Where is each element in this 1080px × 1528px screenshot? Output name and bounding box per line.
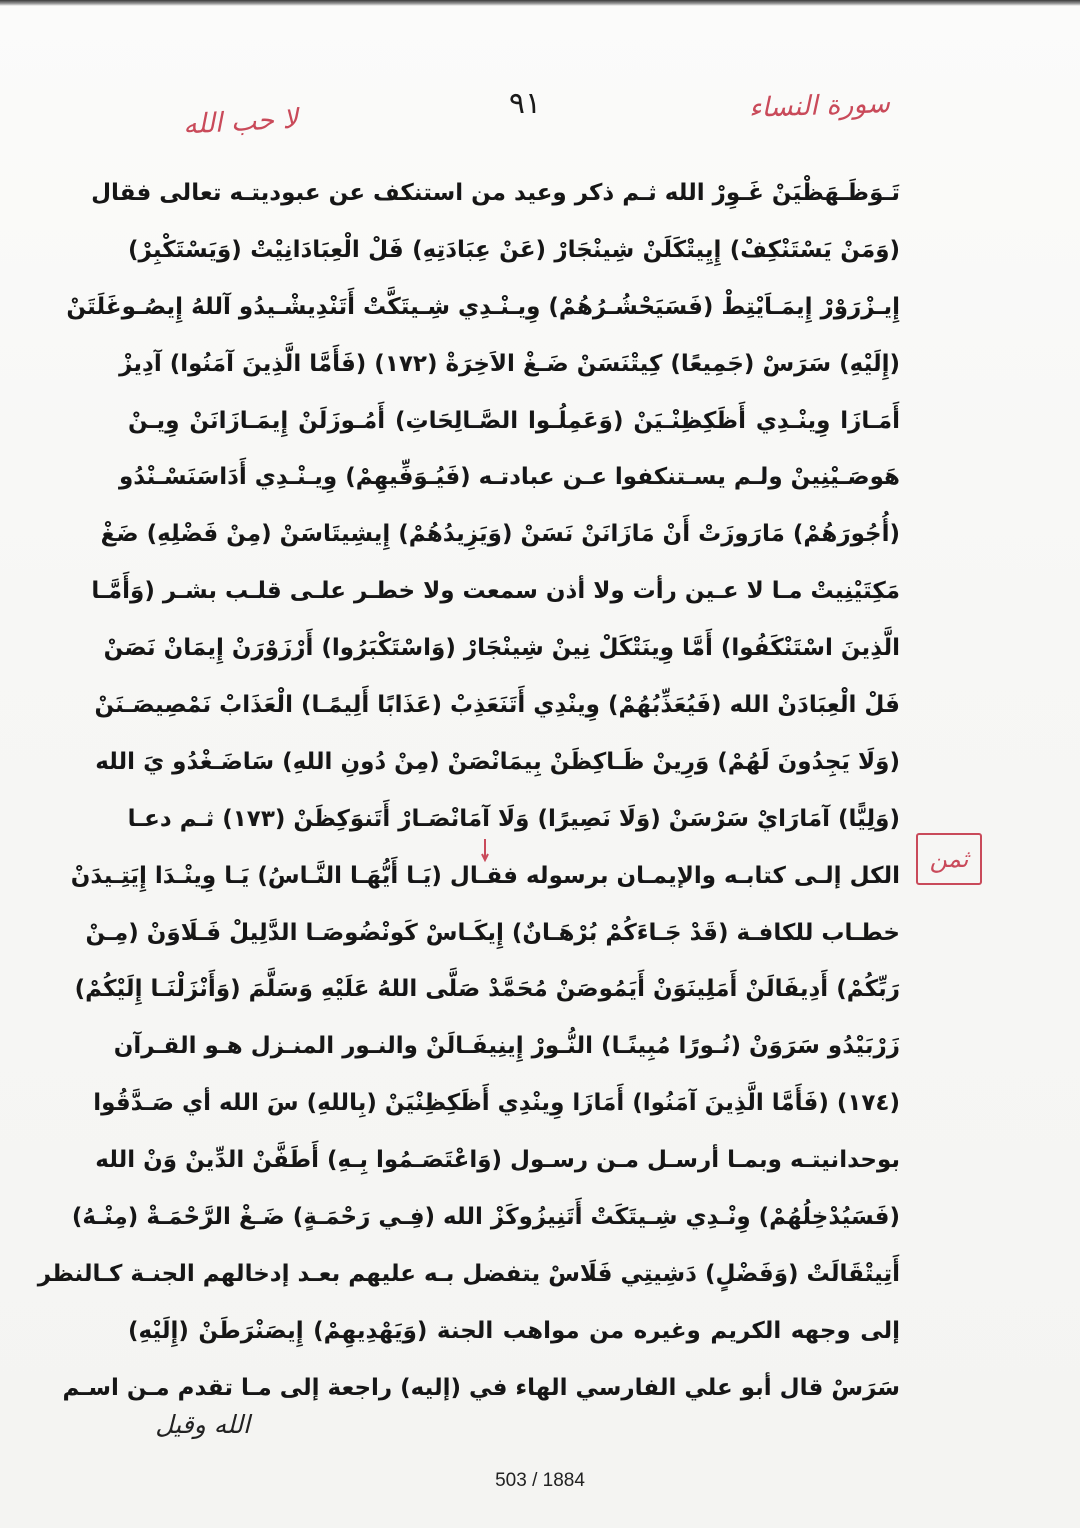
body-text — [37, 165, 900, 1417]
text-line: أَتِيتْقَالَتْ (وَفَضْلٍ) دَشِيتِي فَلَاسْ يتفضل بـه عليهم بعـد إدخالهم الجنـة كـالنظر — [37, 1260, 900, 1287]
text-line: خطـاب للكافـة (قَدْ جَـاءَكُمْ بُرْهَـانٌ) إِيكَـاسْ كَونْضُوصَـا الدَّلِيلْ فَـلَاوَنْ (مِـنْ — [85, 919, 900, 946]
text-line: فَلْ الْعِبَادَنْ الله (فَيُعَذِّبُهُمْ) وِينْدِي أَتَنَعَذِبْ (عَذَابًا أَلِيمًـا) الْعَذَابْ نَمْصِيصَـنَنْ — [94, 692, 900, 719]
text-line: (إِلَيْهِ) سَرَسْ (جَمِيعًا) كِيتْنَسَنْ ضَـغْ الاَخِرَةْ (١٧٢) (فَأَمَّا الَّذِينَ آمَنُوا) آدِيزْ — [119, 350, 900, 377]
text-line: الَّذِينَ اسْتَنْكَفُوا) أَمَّا وِينَتْكَلْ نِينْ شِينْجَارْ (وَاسْتَكْبَرُوا) أَرْزَوْرَنْ إِيمَانْ نَصَنْ — [103, 635, 900, 662]
text-line: إلى وجهه الكريم وغيره من مواهب الجنة (وَيَهْدِيهِمْ) إِيصَنْرَطَنْ (إِلَيْهِ) — [128, 1317, 900, 1344]
page-counter: 503 / 1884 — [495, 1470, 585, 1491]
page-number: ٩١ — [508, 86, 542, 121]
insertion-mark-icon — [480, 838, 490, 862]
text-line: (وَمَنْ يَسْتَنْكِفْ) إِيِيتْكَلَنْ شِينْجَارْ (عَنْ عِبَادَتِهِ) فَلْ الْعِبَادَانِيْتْ (وَيَسْتَكْبِرْ) — [128, 236, 900, 263]
text-line: (وَلَا يَجِدُونَ لَهُمْ) وَرِينْ ظَـاكِظَنْ بِيمَانْصَنْ (مِنْ دُونِ اللهِ) سَاضَـغْدُو يَ الله — [95, 748, 900, 775]
text-line: أَمَـازَا وِينْـدِي أَظَكِظِنْـيَنْ (وَعَمِلُـوا الصَّـالِحَاتِ) أَمُـوزَلَنْ إِيمَـازَانَنْ وِيـنْ — [128, 407, 900, 434]
text-line: (أُجُورَهُمْ) مَارَوزَتْ أَنْ مَازَانَنْ نَسَنْ (وَيَزِيدُهُمْ) إِيشِيتَاسَنْ (مِنْ فَضْلِهِ) ضَغْ — [100, 521, 900, 548]
text-line: إِيـزْرَوْرْ إِيمَـاَيْتِطْ (فَسَيَحْشُـرُهُمْ) وِيـنْـدِي شِـيتَكَّتْ أَتَنْدِيشْـيدُو آللهُ إِيصُـوغَلَتَنْ — [66, 293, 900, 320]
surah-title-annotation: سورة النساء — [748, 87, 891, 124]
margin-note-text: ثمن — [929, 845, 969, 873]
text-line: زَرْبَيْدُو سَرَوَنْ (نُـورًا مُبِينًـا) النُّـورْ إِينِيفَـالَنْ والنـور المنـزل هـو القـرآن — [113, 1033, 900, 1060]
handwritten-continuation-note: الله وقيل — [155, 1410, 250, 1439]
text-line: بوحدانيتـه وبمـا أرسـل مـن رسـول (وَاعْتَصَـمُوا بِـهِ) أَطَفَّنْ الدِّينْ وَنْ الله — [95, 1147, 900, 1174]
text-line: رَبِّكُمْ) أَدِيفَالَنْ أَمَلِينَوَنْ أَيَمُوصَنْ مُحَمَّدْ صَلَّى اللهُ عَلَيْهِ وَسَلَّمَ (وَأَنْزَلْنَـا إِلَيْكُمْ) — [74, 976, 900, 1003]
text-line: الكل إلـى كتابـه والإيمـان برسوله فقـال (يَـا أَيُّهَـا النَّـاسُ) يَـا وِينْـدَا إِيَتِـيدَنْ — [70, 862, 900, 889]
text-line: (١٧٤) (فَأَمَّا الَّذِينَ آمَنُوا) أَمَازَا وِينْدِي أَظَكِظِنْيَنْ (بِاللهِ) سَ الله أي صَـدَّقُوا — [93, 1090, 900, 1117]
side-note-annotation: لا حب الله — [182, 103, 299, 141]
text-line: هَوصَـيْنِينْ ولـم يسـتنكفوا عـن عبادتـه (فَيُـوَفِّيهِمْ) وِيـنْـدِي أَدَاسَنَسْـنْدُو — [118, 464, 900, 491]
text-line: (فَسَيُدْخِلُهُمْ) وِنْـدِي شِـيتَكَتْ أَتَنِيزُوكَزْ الله (فِـي رَحْمَـةٍ) ضَـغْ الرَّحْمَـةْ (مِنْـهُ) — [71, 1204, 900, 1231]
text-line: سَرَسْ قال أبو علي الفارسي الهاء في (إليه) راجعة إلى مـا تقدم مـن اسـم — [62, 1374, 900, 1401]
scan-top-edge — [0, 0, 1080, 6]
text-line: (وَلِيًّا) آمَارَايْ سَرْسَنْ (وَلَا نَصِيرًا) وَلَا آمَانْصَـارْ أَتَنوَكِظَنْ (١٧٣) ثـم دعـا — [127, 805, 900, 832]
margin-note-box — [916, 833, 982, 885]
text-line: مَكِتَيْنِيتْ مـا لا عـين رأت ولا أذن سمعت ولا خطـر علـى قلـب بشـر (وَأَمَّـا — [91, 578, 900, 605]
text-line: تَـوَظَـهَظْيَنْ غَـوِرْ الله ثـم ذكر وعيد من استنكف عن عبوديتـه تعالى فقال — [91, 180, 900, 206]
